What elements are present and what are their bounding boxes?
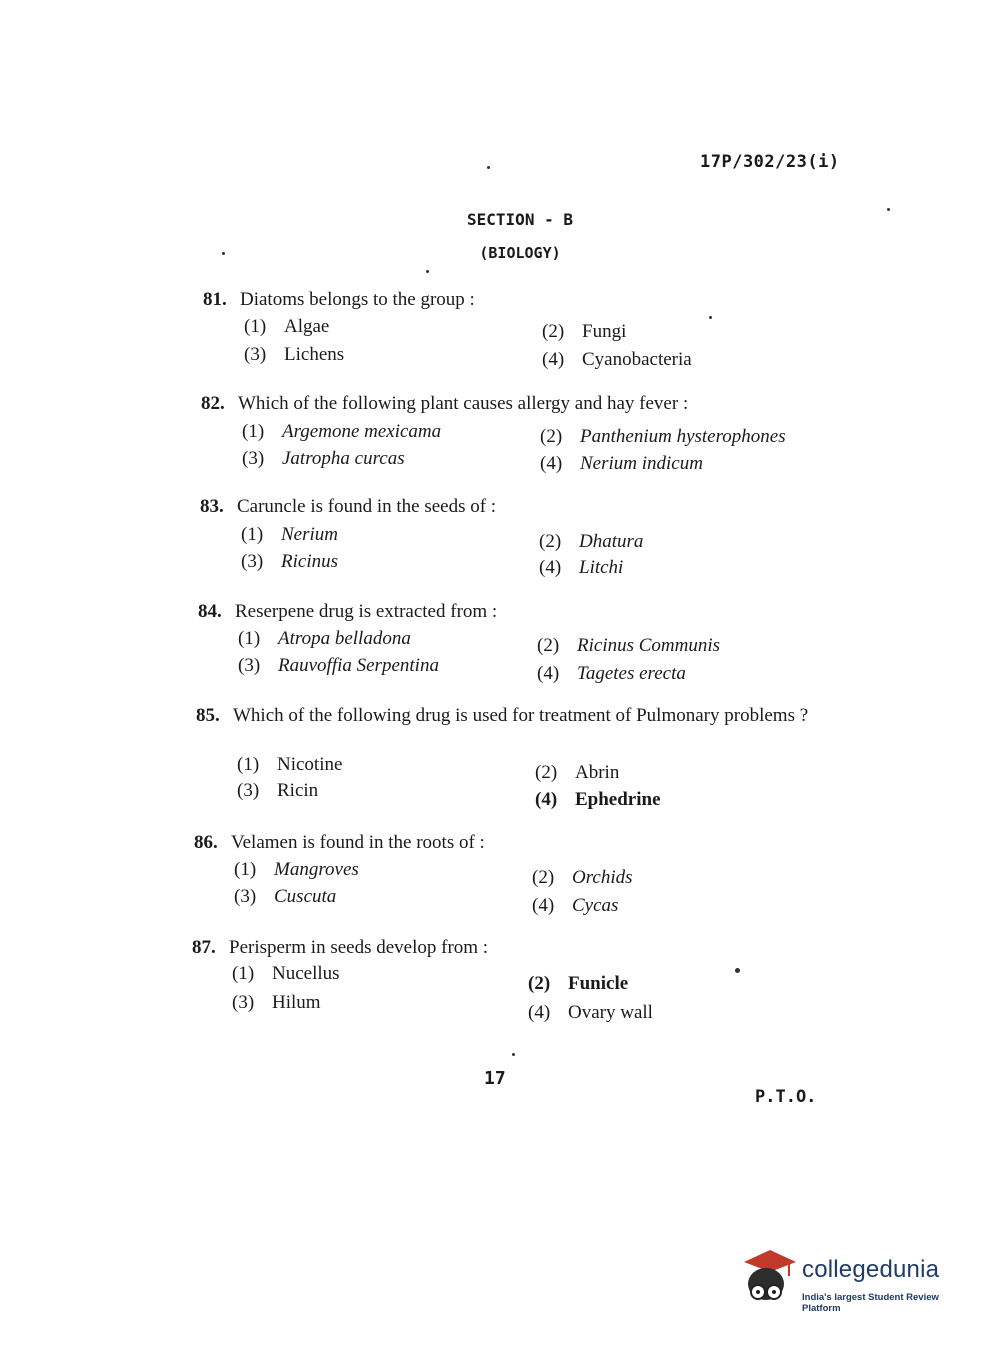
option-number: (3) — [241, 551, 264, 572]
option-text: Ovary wall — [568, 1002, 653, 1023]
brand-name: collegedunia — [802, 1256, 940, 1283]
question-85 — [196, 705, 823, 727]
pto-label: P.T.O. — [755, 1087, 817, 1107]
option-text: Nerium — [281, 524, 338, 545]
option-number: (1) — [244, 316, 267, 337]
option-number: (2) — [532, 867, 555, 888]
option-1 — [237, 754, 342, 776]
option-number: (3) — [242, 448, 265, 469]
option-4 — [542, 349, 692, 371]
option-number: (4) — [539, 557, 562, 578]
option-text: Tagetes erecta — [577, 663, 686, 684]
option-2 — [540, 426, 786, 448]
option-1 — [234, 859, 359, 881]
option-number: (4) — [528, 1002, 551, 1023]
scan-speck — [709, 316, 712, 319]
page-number: 17 — [484, 1068, 506, 1089]
scan-speck — [887, 208, 890, 211]
option-number: (4) — [535, 789, 558, 810]
option-text: Cyanobacteria — [582, 349, 692, 370]
scan-speck — [222, 252, 225, 255]
option-number: (3) — [234, 886, 257, 907]
option-text: Litchi — [579, 557, 624, 578]
brand-tagline: India's largest Student Review Platform — [802, 1292, 939, 1314]
option-number: (3) — [232, 992, 255, 1013]
option-number: (1) — [232, 963, 255, 984]
option-text: Nicotine — [277, 754, 343, 775]
option-1 — [242, 421, 441, 443]
option-4 — [532, 895, 618, 917]
section-subtitle: (BIOLOGY) — [479, 244, 561, 262]
question-number: 83. — [200, 496, 224, 517]
option-2 — [542, 321, 626, 343]
option-number: (4) — [540, 453, 563, 474]
option-number: (2) — [535, 762, 558, 783]
scan-speck — [487, 166, 490, 169]
option-text: Abrin — [575, 762, 620, 783]
option-number: (3) — [244, 344, 267, 365]
option-text: Fungi — [582, 321, 627, 342]
question-number: 85. — [196, 705, 220, 726]
option-text: Nerium indicum — [580, 453, 703, 474]
question-number: 82. — [201, 393, 225, 414]
option-2 — [532, 867, 633, 889]
scan-speck — [512, 1053, 515, 1056]
option-4 — [535, 789, 661, 811]
option-4 — [528, 1002, 653, 1024]
question-82 — [201, 393, 688, 415]
option-text: Hilum — [272, 992, 321, 1013]
option-text: Panthenium hysterophones — [580, 426, 786, 447]
option-1 — [232, 963, 340, 985]
option-number: (4) — [542, 349, 565, 370]
option-number: (4) — [532, 895, 555, 916]
option-text: Nucellus — [272, 963, 340, 984]
option-1 — [238, 628, 411, 650]
option-text: Ricinus Communis — [577, 635, 721, 656]
question-number: 87. — [192, 937, 216, 958]
option-number: (1) — [237, 754, 260, 775]
option-2 — [535, 762, 619, 784]
option-number: (2) — [537, 635, 560, 656]
question-number: 81. — [203, 289, 227, 310]
question-text: Reserpene drug is extracted from : — [235, 601, 498, 622]
option-text: Mangroves — [274, 859, 359, 880]
option-2 — [539, 531, 643, 553]
option-number: (2) — [540, 426, 563, 447]
option-number: (1) — [234, 859, 257, 880]
question-number: 86. — [194, 832, 218, 853]
option-3 — [241, 551, 338, 573]
option-text: Rauvoffia Serpentina — [278, 655, 439, 676]
option-3 — [244, 344, 344, 366]
option-number: (2) — [528, 973, 551, 994]
option-3 — [237, 780, 318, 802]
option-text: Funicle — [568, 973, 629, 994]
option-number: (2) — [542, 321, 565, 342]
option-number: (1) — [242, 421, 265, 442]
question-text: Diatoms belongs to the group : — [240, 289, 475, 310]
collegedunia-watermark — [740, 1248, 970, 1318]
option-text: Ephedrine — [575, 789, 661, 810]
question-81 — [203, 289, 475, 311]
question-84 — [198, 601, 497, 623]
option-text: Cycas — [572, 895, 619, 916]
option-text: Orchids — [572, 867, 633, 888]
option-2 — [537, 635, 720, 657]
question-text: Which of the following plant causes allergy and hay fever : — [238, 393, 689, 414]
option-text: Jatropha curcas — [282, 448, 405, 469]
option-3 — [238, 655, 439, 677]
option-4 — [539, 557, 623, 579]
option-number: (1) — [238, 628, 261, 649]
option-text: Lichens — [284, 344, 345, 365]
option-number: (1) — [241, 524, 264, 545]
question-87 — [192, 937, 488, 959]
student-mascot-icon — [740, 1248, 798, 1310]
question-text: Velamen is found in the roots of : — [231, 832, 485, 853]
option-3 — [234, 886, 336, 908]
option-number: (3) — [237, 780, 260, 801]
option-number: (3) — [238, 655, 261, 676]
section-title: SECTION - B — [467, 210, 573, 229]
option-text: Cuscuta — [274, 886, 337, 907]
question-text: Caruncle is found in the seeds of : — [237, 496, 497, 517]
option-number: (2) — [539, 531, 562, 552]
option-3 — [242, 448, 405, 470]
option-text: Atropa belladona — [278, 628, 411, 649]
option-4 — [540, 453, 703, 475]
option-1 — [244, 316, 329, 338]
option-1 — [241, 524, 338, 546]
question-text: Perisperm in seeds develop from : — [229, 937, 489, 958]
question-86 — [194, 832, 485, 854]
scan-speck — [735, 968, 740, 973]
option-3 — [232, 992, 321, 1014]
question-text: Which of the following drug is used for treatment of Pulmonary problems ? — [233, 705, 809, 726]
option-4 — [537, 663, 686, 685]
scan-speck — [426, 270, 429, 273]
option-number: (4) — [537, 663, 560, 684]
option-text: Dhatura — [579, 531, 644, 552]
option-text: Argemone mexicama — [282, 421, 442, 442]
option-text: Algae — [284, 316, 330, 337]
option-2 — [528, 973, 628, 995]
question-83 — [200, 496, 496, 518]
question-number: 84. — [198, 601, 222, 622]
option-text: Ricinus — [281, 551, 338, 572]
paper-code: 17P/302/23(i) — [700, 152, 840, 172]
option-text: Ricin — [277, 780, 319, 801]
